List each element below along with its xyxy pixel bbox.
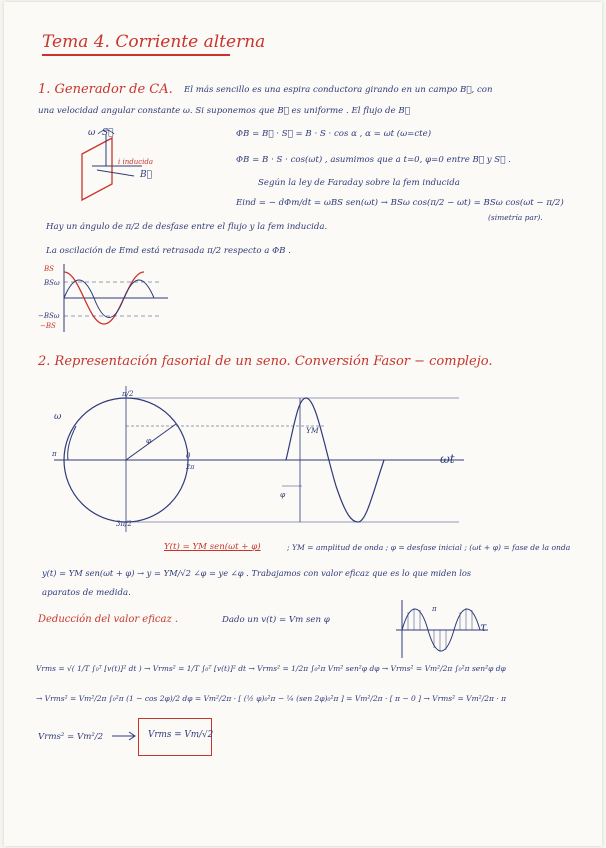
wave-phi-label: φ (280, 490, 286, 499)
loop-figure (62, 124, 172, 204)
section1-line1: El más sencillo es una espira conductora girando en un campo B⃗, con (184, 85, 493, 95)
phasor-diagram (54, 386, 474, 536)
phasor-phi-label: φ (146, 436, 152, 445)
loop-omega-label: ω (88, 128, 96, 138)
graph-tau-label: τ (480, 620, 487, 634)
wave-YM-label: YM (306, 426, 319, 435)
aparatos-text: aparatos de medida. (42, 588, 131, 598)
phasor-pi2-label: π/2 (122, 390, 134, 398)
graph-BSw-label: BSω (44, 279, 60, 287)
phasor-pi-label: π (52, 450, 57, 458)
result-arrow (112, 730, 138, 742)
loop-S-label: S⃗ (102, 128, 114, 138)
wave-wt-label: ωt (440, 452, 455, 466)
loop-induced-label: i inducida (118, 158, 154, 166)
eq-phasor: y(t) = YM sen(ωt + φ) → y = YM/√2 ∠φ = ye ∠φ . Trabajamos con valor eficaz que es lo que miden los (42, 568, 472, 578)
graph-pi-label: π (432, 605, 437, 613)
phase-text-1: Hay un ángulo de π/2 de desfase entre el flujo y la fem inducida. (46, 222, 328, 232)
section1-line2: una velocidad angular constante ω. Si suponemos que B⃗ es uniforme . El flujo de B⃗ (38, 106, 410, 116)
eq-main: Y(t) = YM sen(ωt + φ) (164, 542, 261, 552)
graph-BS-label: BS (44, 265, 54, 273)
section1-heading: 1. Generador de CA. (38, 82, 173, 97)
phasor-3pi2-label: 3π/2 (116, 520, 132, 528)
given-signal: Dado un v(t) = Vm sen φ (222, 615, 330, 625)
section3-heading: Deducción del valor eficaz . (38, 614, 179, 625)
graph-negBS-label: −BS (40, 322, 56, 330)
eq-flux: ΦB = B⃗ · S⃗ = B · S · cos α , α = ωt (ω=cte) (236, 129, 432, 139)
phasor-2pi-label: 2π (186, 463, 195, 471)
symmetry-note: (simetría par). (488, 213, 543, 222)
graph-negBSw-label: −BSω (38, 312, 60, 320)
rms-line1: Vrms = √( 1/T ∫₀ᵀ [v(t)]² dt ) → Vrms² = 1/T ∫₀ᵀ [v(t)]² dt → Vrms² = 1/2π ∫₀²π Vm² sen²φ dφ → Vrms² = Vm²/2π ∫₀²π sen²φ dφ (36, 664, 506, 673)
phasor-omega-label: ω (54, 412, 62, 422)
rectified-sine-graph (396, 600, 488, 660)
notebook-page (4, 2, 602, 846)
rms-line2: → Vrms² = Vm²/2π ∫₀²π (1 − cos 2φ)/2 dφ = Vm²/2π · [ (½ φ)₀²π − ¼ (sen 2φ)₀²π ] = Vm²/2π · [ π − 0 ] → Vrms² = Vm²/2π · π (36, 694, 507, 703)
flux-emf-graph (40, 264, 170, 336)
rms-line3: Vrms² = Vm²/2 (38, 732, 104, 742)
phase-text-2: La oscilación de Emd está retrasada π/2 respecto a ΦB . (46, 246, 291, 256)
title-underline (42, 54, 230, 56)
eq-flux2: ΦB = B · S · cos(ωt) , asumimos que a t=0, φ=0 entre B⃗ y S⃗ . (236, 155, 511, 165)
eq-emf: Eind = − dΦm/dt = ωBS sen(ωt) → BSω cos(π/2 − ωt) = BSω cos(ωt − π/2) (236, 198, 564, 208)
eq-desc: ; YM = amplitud de onda ; φ = desfase inicial ; (ωt + φ) = fase de la onda (287, 543, 571, 552)
loop-B-label: B⃗ (140, 170, 153, 180)
rms-result: Vrms = Vm/√2 (148, 730, 214, 740)
section2-heading: 2. Representación fasorial de un seno. Conversión Fasor − complejo. (38, 354, 493, 369)
faraday-text: Según la ley de Faraday sobre la fem inducida (258, 178, 460, 188)
phasor-0-label: 0 (186, 452, 191, 460)
page-title: Tema 4. Corriente alterna (42, 32, 266, 52)
